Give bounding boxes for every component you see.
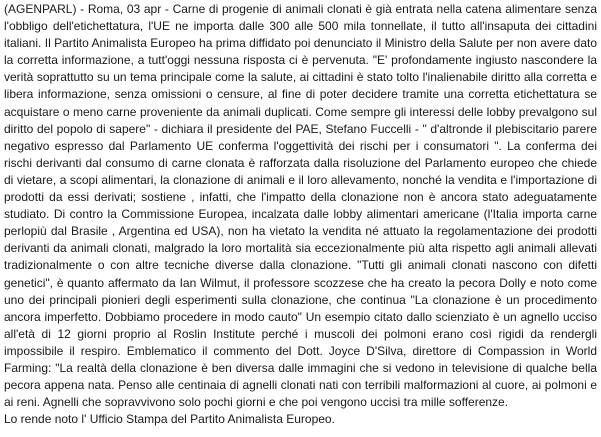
- news-article: [4, 1, 597, 428]
- article-body: (AGENPARL) - Roma, 03 apr - Carne di progenie di animali clonati è già entrata nella catena alimentare senza l'obbligo dell'etichettatura, l'UE ne importa dalle 300 alle 500 mila tonnellate, il tutto all'insaputa dei cittadini italiani. Il Partito Animalista Europeo ha prima diffidato poi denunciato il Ministro della Salute per non avere dato la corretta informazione, a tutt'oggi nessuna risposta ci è pervenuta. "E' profondamente ingiusto nascondere la verità soprattutto su un tema principale come la salute, ai cittadini è stato tolto l'inalienabile diritto alla corretta e libera informazione, senza omissioni o censure, al fine di poter decidere tramite una corretta etichettatura se acquistare o meno carne proveniente da animali duplicati. Come sempre gli interessi delle lobby prevalgono sul diritto del popolo di sapere" - dichiara il presidente del PAE, Stefano Fuccelli - " d'altronde il plebiscitario parere negativo espresso dal Parlamento UE conferma l'oggettività dei rischi per i consumatori ". La conferma dei rischi derivanti dal consumo di carne clonata è rafforzata dalla risoluzione del Parlamento europeo che chiede di vietare, a scopi alimentari, la clonazione di animali e il loro allevamento, nonché la vendita e l'importazione di prodotti da essi derivati; sostiene , infatti, che l'impatto della clonazione non è ancora stato adeguatamente studiato. Di contro la Commissione Europea, incalzata dalle lobby alimentari americane (l'Italia importa carne perlopiù dal Brasile , Argentina ed USA), non ha vietato la vendita né attuato la regolamentazione dei prodotti derivanti da animali clonati, malgrado la loro mortalità sia eccezionalmente più alta rispetto agli animali allevati tradizionalmente o con altre tecniche diverse dalla clonazione. "Tutti gli animali clonati nascono con difetti genetici", è quanto affermato da Ian Wilmut, il professore scozzese che ha creato la pecora Dolly e noto come uno dei principali pionieri degli esperimenti sulla clonazione, che continua "La clonazione è un procedimento ancora imperfetto. Dobbiamo procedere in modo cauto" Un esempio citato dallo scienziato è un agnello ucciso all'età di 12 giorni proprio al Roslin Institute perché i muscoli dei polmoni erano così rigidi da rendergli impossibile il respiro. Emblematico il commento del Dott. Joyce D'Silva, direttore di Compassion in World Farming: "La realtà della clonazione è ben diversa dalle immagini che si vedono in televisione di qualche bella pecora appena nata. Penso alle centinaia di agnelli clonati nati con terribili malformazioni al cuore, ai polmoni e ai reni. Agnelli che sopravvivono solo pochi giorni e che poi vengono uccisi tra mille sofferenze.: [4, 2, 597, 410]
- article-closing: Lo rende noto l' Ufficio Stampa del Partito Animalista Europeo.: [4, 412, 335, 427]
